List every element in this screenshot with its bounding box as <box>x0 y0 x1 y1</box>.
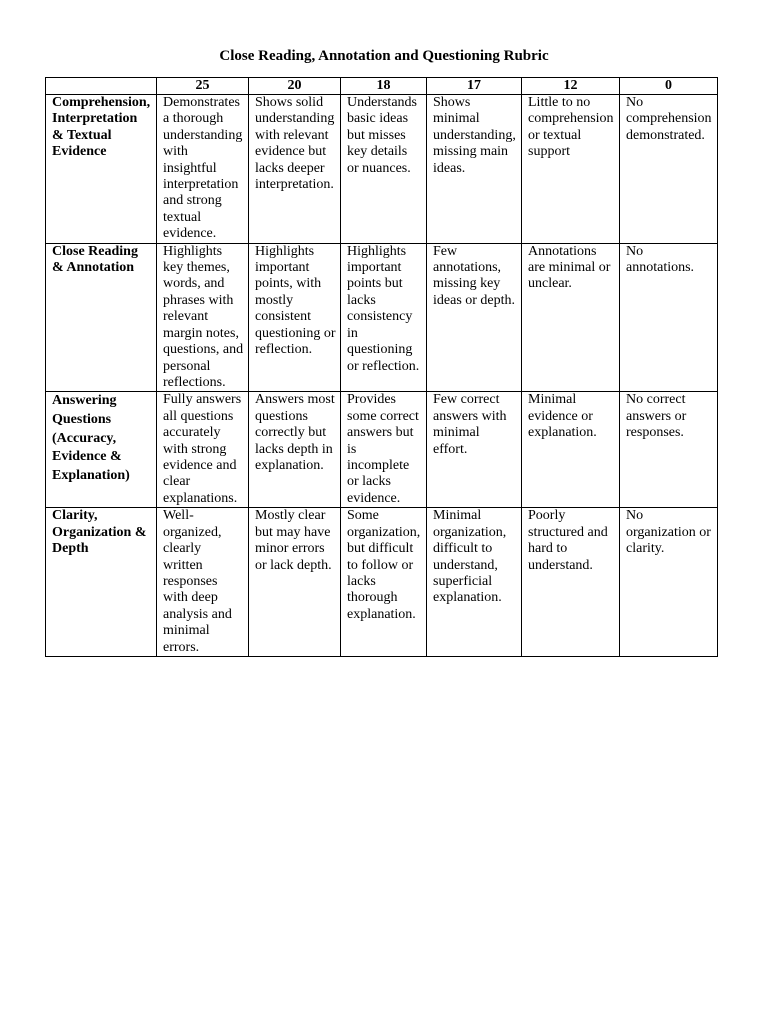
rubric-cell: Minimal evidence or explanation. <box>522 392 620 508</box>
header-cell-score: 12 <box>522 78 620 95</box>
criterion-cell: Clarity, Organization & Depth <box>46 508 157 657</box>
table-row <box>46 95 718 244</box>
rubric-cell: No annotations. <box>620 243 718 392</box>
rubric-cell: Answers most questions correctly but lacks depth in explanation. <box>249 392 341 508</box>
header-cell-score: 17 <box>427 78 522 95</box>
rubric-cell: Demonstrates a thorough understanding with insightful interpretation and strong textual evidence. <box>157 95 249 244</box>
table-row <box>46 392 718 508</box>
table-row <box>46 243 718 392</box>
rubric-cell: Highlights important points but lacks consistency in questioning or reflection. <box>341 243 427 392</box>
rubric-cell: No correct answers or responses. <box>620 392 718 508</box>
header-cell-score: 20 <box>249 78 341 95</box>
criterion-cell: Close Reading & Annotation <box>46 243 157 392</box>
rubric-cell: Highlights key themes, words, and phrases with relevant margin notes, questions, and personal reflections. <box>157 243 249 392</box>
rubric-cell: Understands basic ideas but misses key details or nuances. <box>341 95 427 244</box>
rubric-table <box>45 77 718 657</box>
header-row <box>46 78 718 95</box>
rubric-cell: Shows solid understanding with relevant evidence but lacks deeper interpretation. <box>249 95 341 244</box>
rubric-cell: No organization or clarity. <box>620 508 718 657</box>
header-cell-score: 25 <box>157 78 249 95</box>
rubric-cell: Few annotations, missing key ideas or depth. <box>427 243 522 392</box>
criterion-cell: Answering Questions (Accuracy, Evidence & Explanation) <box>46 392 157 508</box>
rubric-cell: Few correct answers with minimal effort. <box>427 392 522 508</box>
rubric-cell: Provides some correct answers but is incomplete or lacks evidence. <box>341 392 427 508</box>
rubric-cell: Mostly clear but may have minor errors or lack depth. <box>249 508 341 657</box>
document-title: Close Reading, Annotation and Questioning Rubric <box>219 48 549 64</box>
rubric-cell: No comprehension demonstrated. <box>620 95 718 244</box>
header-cell-score: 18 <box>341 78 427 95</box>
rubric-cell: Shows minimal understanding, missing main ideas. <box>427 95 522 244</box>
criterion-cell: Comprehension, Interpretation & Textual Evidence <box>46 95 157 244</box>
rubric-cell: Annotations are minimal or unclear. <box>522 243 620 392</box>
rubric-cell: Little to no comprehension or textual support <box>522 95 620 244</box>
rubric-cell: Minimal organization, difficult to understand, superficial explanation. <box>427 508 522 657</box>
rubric-cell: Highlights important points, with mostly consistent questioning or reflection. <box>249 243 341 392</box>
rubric-cell: Poorly structured and hard to understand. <box>522 508 620 657</box>
header-cell-criteria <box>46 78 157 95</box>
header-cell-score: 0 <box>620 78 718 95</box>
table-row <box>46 508 718 657</box>
rubric-cell: Fully answers all questions accurately with strong evidence and clear explanations. <box>157 392 249 508</box>
rubric-cell: Well-organized, clearly written responses with deep analysis and minimal errors. <box>157 508 249 657</box>
rubric-cell: Some organization, but difficult to follow or lacks thorough explanation. <box>341 508 427 657</box>
